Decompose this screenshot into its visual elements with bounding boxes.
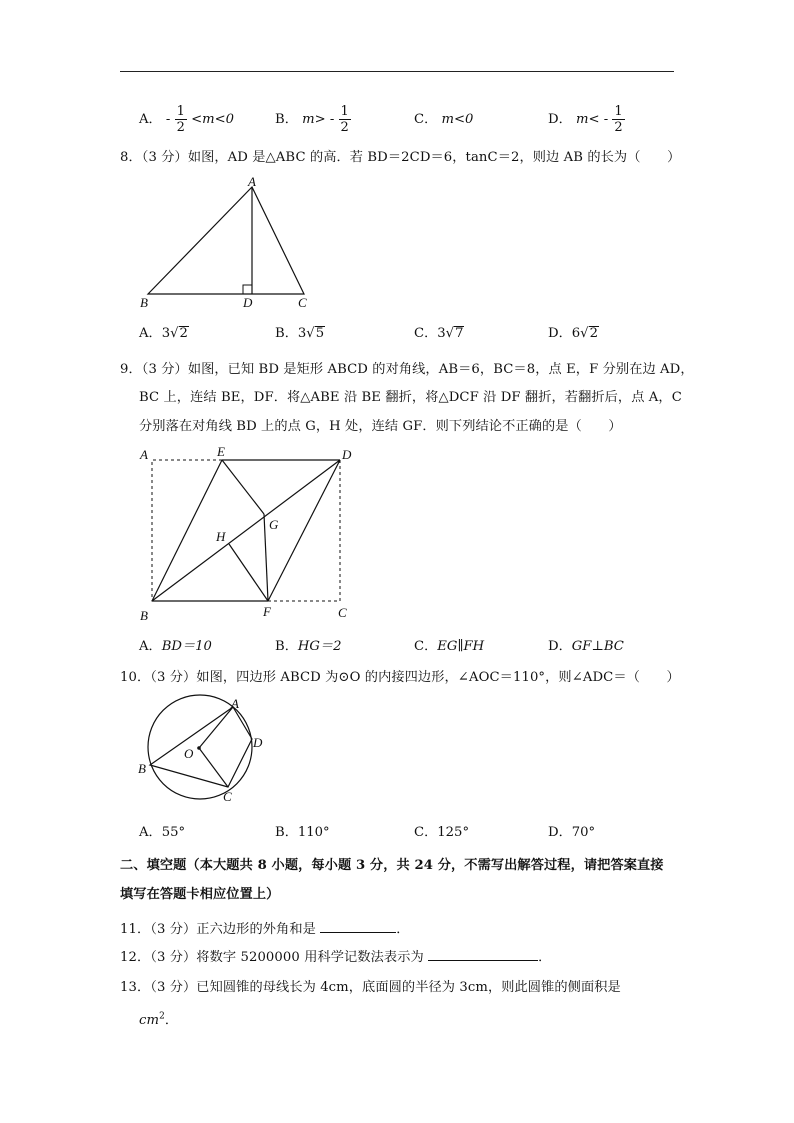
coef: 3 (437, 326, 446, 341)
minus-sign: - (165, 112, 171, 127)
label-d: D (243, 295, 253, 310)
denominator: 2 (176, 120, 185, 135)
option-label: B． (275, 112, 298, 127)
q7-option-d[interactable] (548, 104, 625, 135)
label-d: D (342, 447, 352, 462)
q9-option-c[interactable] (414, 635, 484, 654)
answer-blank[interactable] (428, 948, 538, 961)
numerator: 1 (340, 104, 349, 119)
q9-option-d[interactable] (548, 635, 624, 654)
q13-tail: ． (164, 1013, 179, 1028)
header-rule (120, 71, 674, 72)
label-c: C (223, 789, 232, 804)
q9-option-a[interactable] (139, 635, 212, 654)
option-text: BD＝10 (161, 639, 212, 654)
q10-option-a[interactable] (139, 821, 185, 840)
q10-option-b[interactable] (275, 821, 330, 840)
answer-blank[interactable] (320, 920, 396, 933)
q8-option-a[interactable]: A．3√2 (139, 326, 188, 341)
segment-gf (264, 514, 268, 601)
radicand: 2 (589, 326, 598, 341)
option-label: B． (275, 639, 298, 654)
diagonal-bd (152, 460, 340, 601)
q10-circle-figure (130, 690, 270, 810)
right-angle-mark (243, 285, 252, 294)
option-text: 125° (437, 825, 470, 840)
q7-option-b[interactable] (275, 104, 351, 135)
option-label: D． (548, 326, 572, 341)
q12-tail: ． (538, 950, 552, 965)
denominator: 2 (340, 120, 349, 135)
section2-heading-line1: 二、填空题（本大题共 8 小题，每小题 3 分，共 24 分，不需写出解答过程，请把答案直接 (120, 858, 664, 873)
label-b: B (140, 608, 148, 623)
q12-stem: 12．（3 分）将数字 5200000 用科学记数法表示为 (120, 950, 424, 965)
radius-oc (199, 748, 228, 787)
minus-sign: - (603, 112, 609, 127)
coef: 3 (297, 326, 307, 341)
option-label: D． (548, 825, 572, 840)
option-label: A． (139, 326, 162, 341)
segment-be (152, 460, 222, 601)
radicand: 2 (179, 326, 188, 341)
segment-df (268, 460, 340, 601)
q9-stem-line2: BC 上，连结 BE，DF．将△ABE 沿 BE 翻折，将△DCF 沿 DF 翻折，若翻折后，点 A，C (139, 390, 682, 405)
label-g: G (269, 517, 279, 532)
label-a: A (140, 447, 148, 462)
dashed-rect-left (152, 460, 268, 601)
q12 (120, 946, 551, 965)
label-b: B (140, 295, 148, 310)
exponent: 2 (159, 1011, 165, 1022)
q8-option-b[interactable]: B．3√5 (275, 326, 325, 341)
q13-line2 (139, 1009, 178, 1028)
unit: cm (139, 1013, 160, 1028)
label-h: H (216, 529, 226, 544)
option-label: C． (414, 112, 438, 127)
triangle-abc (148, 187, 304, 294)
option-label: C． (414, 326, 438, 341)
q11-tail: ． (396, 922, 410, 937)
option-text: GF⊥BC (571, 639, 624, 654)
denominator: 2 (614, 120, 623, 135)
section2-heading-line2: 填写在答题卡相应位置上） (120, 887, 280, 902)
option-label: A． (139, 825, 162, 840)
fraction (612, 104, 624, 135)
q9-stem-line1: 9．（3 分）如图，已知 BD 是矩形 ABCD 的对角线，AB＝6，BC＝8，点 E，F 分别在边 AD， (120, 362, 694, 377)
minus-sign: - (329, 112, 335, 127)
option-label: D． (548, 112, 572, 127)
option-label: B． (275, 326, 298, 341)
label-a: A (248, 174, 256, 189)
fraction (175, 104, 187, 135)
q8-option-c[interactable]: C．3√7 (414, 326, 464, 341)
q10-option-c[interactable] (414, 821, 469, 840)
option-text: 110° (297, 825, 330, 840)
option-label: D． (548, 639, 572, 654)
label-e: E (217, 444, 225, 459)
q10-stem: 10．（3 分）如图，四边形 ABCD 为⊙O 的内接四边形，∠AOC＝110°，则∠ADC＝（ ） (120, 670, 680, 685)
coef: 6 (571, 326, 581, 341)
q10-option-d[interactable] (548, 821, 595, 840)
q7-option-c[interactable] (414, 108, 473, 127)
label-c: C (338, 605, 347, 620)
fraction (339, 104, 351, 135)
option-text: m> (302, 112, 326, 127)
center-dot (197, 746, 201, 750)
radicand: 5 (315, 326, 325, 341)
radicand: 7 (455, 326, 464, 341)
option-text: m<0 (441, 112, 474, 127)
numerator: 1 (614, 104, 623, 119)
label-a: A (231, 696, 239, 711)
option-label: A． (139, 112, 162, 127)
option-label: C． (414, 639, 438, 654)
option-text: HG＝2 (297, 639, 342, 654)
option-label: A． (139, 639, 162, 654)
label-b: B (138, 761, 146, 776)
q8-stem: 8．（3 分）如图，AD 是△ABC 的高．若 BD＝2CD＝6，tanC＝2，则边 AB 的长为（ ） (120, 150, 681, 165)
label-d: D (253, 735, 263, 750)
q7-option-a[interactable] (139, 104, 234, 135)
option-text: m< (575, 112, 600, 127)
option-text: EG∥FH (437, 639, 485, 654)
coef: 3 (161, 326, 171, 341)
segment-eg (222, 460, 264, 514)
quadrilateral-abcd (150, 707, 252, 787)
numerator: 1 (176, 104, 185, 119)
q9-stem-line3: 分别落在对角线 BD 上的点 G，H 处，连结 GF．则下列结论不正确的是（ ） (139, 419, 622, 434)
option-label: C． (414, 825, 438, 840)
q9-rectangle-figure (130, 440, 360, 625)
segment-hf (229, 544, 268, 601)
q11-stem: 11．（3 分）正六边形的外角和是 (120, 922, 316, 937)
q11 (120, 918, 410, 937)
option-text: 70° (571, 825, 596, 840)
option-text: <m<0 (191, 112, 235, 127)
label-c: C (298, 295, 307, 310)
label-o: O (184, 746, 194, 761)
q8-triangle-figure (130, 170, 330, 315)
label-f: F (263, 604, 271, 619)
q13-line1: 13．（3 分）已知圆锥的母线长为 4cm，底面圆的半径为 3cm，则此圆锥的侧面积是 (120, 980, 621, 995)
q9-option-b[interactable] (275, 635, 342, 654)
option-text: 55° (161, 825, 186, 840)
q8-option-d[interactable]: D．6√2 (548, 326, 598, 341)
option-label: B． (275, 825, 298, 840)
